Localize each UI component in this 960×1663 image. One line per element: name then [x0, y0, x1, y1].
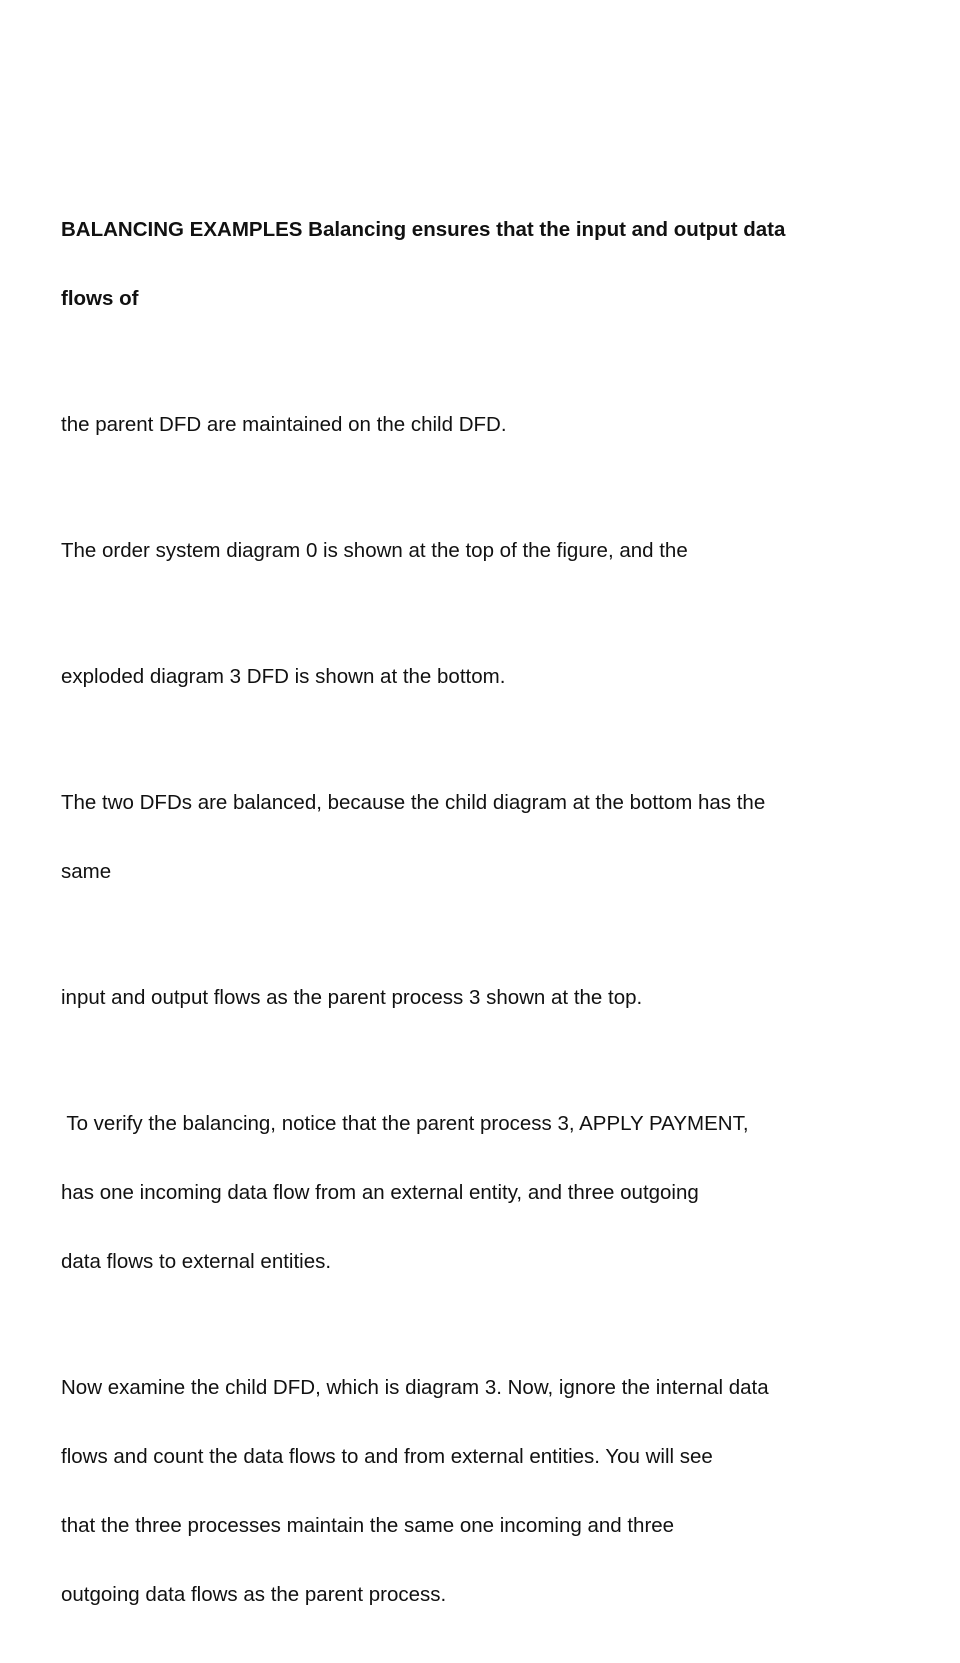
paragraph: [61, 745, 906, 929]
paragraph-heading: [61, 172, 906, 356]
text-line: flows and count the data flows to and from external entities. You will see: [61, 1445, 713, 1468]
paragraph: [61, 1066, 906, 1319]
text-line: the parent DFD are maintained on the child DFD.: [61, 413, 507, 436]
text-line: flows of: [61, 287, 139, 310]
paragraph: [61, 493, 906, 608]
text-line: exploded diagram 3 DFD is shown at the bottom.: [61, 665, 506, 688]
paragraph: [61, 367, 906, 482]
text-line: same: [61, 860, 112, 883]
text-line: To verify the balancing, notice that the parent process 3, APPLY PAYMENT,: [61, 1112, 749, 1135]
text-line: that the three processes maintain the same one incoming and three: [61, 1514, 675, 1537]
text-line: has one incoming data flow from an external entity, and three outgoing: [61, 1181, 699, 1204]
paragraph: [61, 1330, 906, 1652]
paragraph: [61, 619, 906, 734]
text-line: outgoing data flows as the parent process.: [61, 1583, 447, 1606]
paragraph: [61, 940, 906, 1055]
text-line: BALANCING EXAMPLES Balancing ensures that the input and output data: [61, 218, 786, 241]
text-line: input and output flows as the parent process 3 shown at the top.: [61, 986, 643, 1009]
text-line: data flows to external entities.: [61, 1250, 332, 1273]
text-line: The two DFDs are balanced, because the child diagram at the bottom has the: [61, 791, 766, 814]
slide-body: [61, 172, 906, 1663]
text-line: The order system diagram 0 is shown at the top of the figure, and the: [61, 539, 688, 562]
text-line: Now examine the child DFD, which is diagram 3. Now, ignore the internal data: [61, 1376, 769, 1399]
